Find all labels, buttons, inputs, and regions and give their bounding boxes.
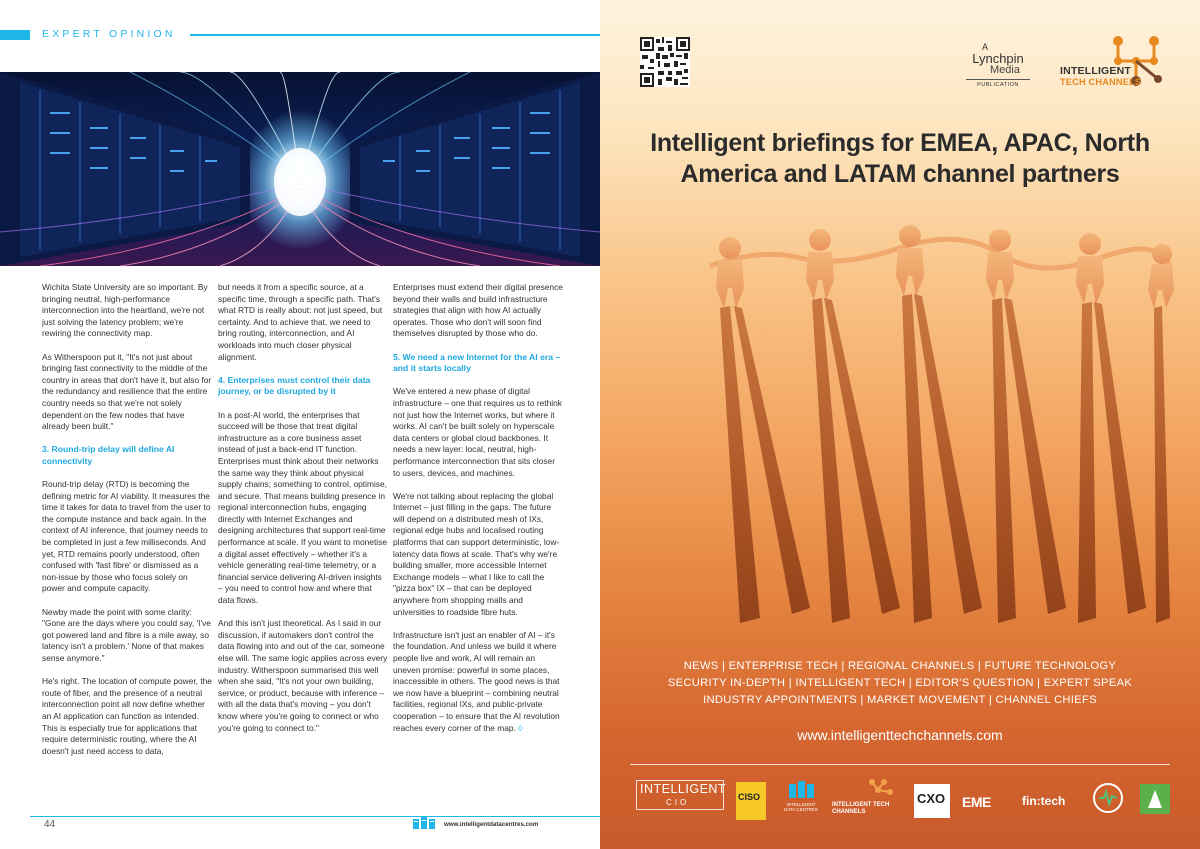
ciso-text: CISO — [738, 792, 761, 802]
data-centres-icon — [781, 776, 821, 826]
advert-headline: Intelligent briefings for EMEA, APAC, North America and LATAM channel partners — [650, 129, 1150, 188]
end-mark: ◊ — [518, 722, 523, 733]
category-line: SECURITY IN-DEPTH | INTELLIGENT TECH | EDITOR'S QUESTION | EXPERT SPEAK — [667, 677, 1133, 689]
paragraph: We're not talking about replacing the global Internet – just filling in the gaps. The future will depend on a distributed mesh of IXs, regional edge hubs and localised routing platforms that can support deterministic, low-latency data flows at scale. That's why we're building smaller, more accessible Internet Exchange models – what I like to call the "pizza box" IX – that can be deployed anywhere from shopping malls and universities to roadside fibre huts. — [393, 490, 560, 617]
footer-line — [30, 816, 600, 817]
itc-logo-line1: INTELLIGENT — [1060, 65, 1132, 77]
lynchpin-publication: PUBLICATION — [977, 82, 1019, 88]
intelligent-tech-channels-logo — [1056, 35, 1166, 95]
qr-code-icon[interactable] — [640, 37, 690, 87]
hero-image-data-centre — [0, 72, 600, 266]
paragraph: We've entered a new phase of digital infrastructure – one that requires us to rethink not just how the Internet works, but where it works. AI can't be built solely on hyperscale data centers or global cloud backbones. It needs a new layer: local, neutral, high-performance interconnection that sits closer to users, devices, and machines. — [393, 386, 562, 478]
fintech-logo[interactable] — [1022, 776, 1078, 826]
paragraph: Wichita State University are so important. By bringing neutral, high-performance interconnection into the heartland, we're not just solving the latency problem; we're rewiring the connectivity map. — [42, 282, 208, 339]
data-centres-logo-icon — [412, 816, 440, 830]
lynchpin-a: A — [982, 42, 989, 52]
page-number: 44 — [44, 819, 56, 830]
footer-url[interactable]: www.intelligentdatacentres.com — [444, 821, 539, 828]
section-bar-line — [190, 34, 600, 36]
intelligent-data-centres-logo[interactable] — [781, 776, 821, 826]
article-column-2 — [218, 282, 388, 746]
cio-sub-text: CIO — [666, 798, 690, 807]
section-label: EXPERT OPINION — [42, 28, 176, 40]
brand-bar-divider — [630, 764, 1170, 765]
paragraph: As Witherspoon put it, "It's not just about bringing fast connectivity to the middle of the country in areas that don't have it, but also for the redundancy and resilience that the entire country needs so that we're not solely dependent on the few nodes that have already been built." — [42, 351, 212, 432]
right-page-advert — [600, 0, 1200, 849]
right-server-racks — [350, 72, 600, 266]
paragraph: In a post-AI world, the enterprises that succeed will be those that treat digital infrastructure as a core business asset instead of just a back-end IT function. Enterprises must think about their networks the same way they think about physical supply chains; something to control, optimise, and secure. That means building presence in regional interconnection hubs, engaging directly with Internet Exchanges and designing architectures that support real-time performance at scale. If you want to monetise a digital asset effectively – whether it's a vehicle generating real-time telemetry, or a financial service delivering AI-driven insights – you need to control how and where that data flows. — [218, 409, 387, 606]
paragraph: but needs it from a specific source, at a specific time, through a specific path. That's what RTD is really about: not just speed, but certainty. And to achieve that, we need to bring routing, interconnection, and AI workloads into much closer physical alignment. — [218, 282, 383, 362]
paragraph-text: Infrastructure isn't just an enabler of AI – it's the foundation. And unless we build it where people live and work, AI will remain an uneven promise: powerful in some places, inaccessible in others. The good news is that we now have a blueprint – combining neutral facilities, regional IXs, and public-private cooperation – to ensure that the AI revolution reaches every corner of the map. — [393, 629, 560, 733]
paper-chain-people-illustration — [700, 218, 1180, 638]
cio-main-text: INTELLIGENT — [640, 782, 727, 796]
cxo-text: CXO — [917, 791, 946, 806]
health-logo[interactable] — [1091, 776, 1125, 826]
health-icon — [1091, 776, 1125, 826]
ciso-logo[interactable] — [736, 782, 766, 820]
category-line: NEWS | ENTERPRISE TECH | REGIONAL CHANNELS | FUTURE TECHNOLOGY — [683, 660, 1117, 672]
lynchpin-media: Media — [990, 64, 1020, 76]
fintech-text: fin:tech — [1022, 794, 1066, 808]
idc-text: INTELLIGENT DATA CENTRES — [784, 802, 818, 812]
subheading-round-trip-delay: 3. Round-trip delay will define AI connectivity — [42, 444, 175, 466]
cxo-logo[interactable] — [914, 784, 950, 818]
subheading-enterprises-control: 4. Enterprises must control their data journey, or be disrupted by it — [218, 374, 371, 397]
paragraph: Newby made the point with some clarity: "Gone are the days where you could say, 'I've got powered land and fibre is a mile away, so latency isn't a problem.' None of that makes sense anymore." — [42, 606, 211, 663]
intelligent-tech-channels-small-logo[interactable] — [832, 776, 902, 826]
itc-small-text: INTELLIGENT TECH CHANNELS — [832, 802, 890, 815]
article-column-1 — [42, 282, 212, 769]
advert-url-link[interactable]: www.intelligenttechchannels.com — [797, 727, 1003, 743]
brand-logos — [636, 776, 1176, 826]
itc-logo-line2: TECH CHANNELS — [1060, 77, 1142, 87]
lynchpin-rule — [966, 79, 1030, 80]
lynchpin-name: Lynchpin — [972, 51, 1024, 66]
left-server-racks — [0, 72, 250, 266]
category-line: INDUSTRY APPOINTMENTS | MARKET MOVEMENT | CHANNEL CHIEFS — [703, 694, 1097, 706]
paragraph: And this isn't just theoretical. As I said in our discussion, if automakers don't control the data flowing into and out of the car, someone else will. The same logic applies across every industry. Witherspoon summarised this well when she said, "It's not your own building, service, or product, because with inference – with all the data that's moving – you don't know where you're going to connect or who you're going to connect to." — [218, 618, 388, 733]
food-logo[interactable] — [1138, 776, 1172, 826]
lynchpin-media-logo — [960, 42, 1036, 92]
paragraph: He's right. The location of compute power, the route of fiber, and the presence of a neutral interconnection point all now define whether an AI application can function as intended. This is especially true for applications that require deterministic routing, where the AI doesn't just need access to data, — [42, 676, 212, 756]
eme-outlook-logo[interactable] — [962, 776, 1008, 826]
food-icon — [1138, 776, 1172, 826]
paragraph-final — [393, 630, 563, 734]
paragraph: Round-trip delay (RTD) is becoming the defining metric for AI viability. It measures the time it takes for data to travel from the user to the compute instance and back again. In the context of AI inference, that journey needs to be completed in just a few milliseconds. And yet, RTD remains poorly understood, often confused with 'fast fibre' or dismissed as a non-issue by those who focus solely on power and compute capacity. — [42, 479, 211, 594]
subheading-new-internet: 5. We need a new Internet for the AI era – and it starts locally — [393, 351, 561, 374]
hero-illustration — [0, 72, 600, 266]
light-core — [274, 148, 326, 216]
figure-shadows — [720, 294, 1170, 623]
section-bar-accent — [0, 30, 30, 40]
article-column-3 — [393, 282, 563, 746]
category-list — [620, 658, 1180, 709]
paragraph: Enterprises must extend their digital presence beyond their walls and build infrastructure strategies that align with how AI actually operates. Those who don't will soon find themselves disrupted by those who do. — [393, 282, 563, 339]
intelligent-cio-logo[interactable] — [636, 776, 726, 826]
eme-text: EME — [962, 794, 991, 810]
itc-small-icon — [832, 776, 902, 826]
